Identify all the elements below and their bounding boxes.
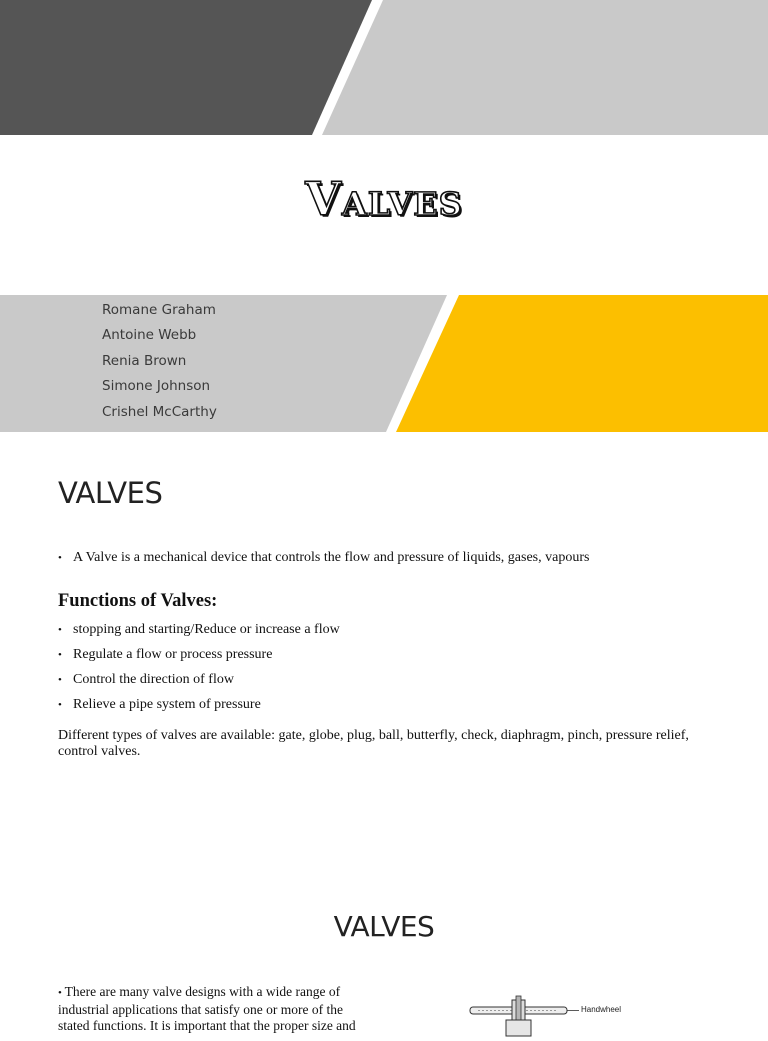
handwheel-label: Handwheel <box>581 1005 622 1014</box>
intro-bullet: • A Valve is a mechanical device that controls the flow and pressure of liquids, gases, vapours <box>58 549 753 567</box>
title-slide <box>0 0 768 432</box>
band-gray-shape <box>0 295 447 432</box>
banner-dark-shape <box>0 0 372 135</box>
top-banner <box>0 0 768 135</box>
banner-light-shape <box>322 0 768 135</box>
slide-heading: VALVES <box>58 476 163 510</box>
author-name: Simone Johnson <box>102 378 211 395</box>
functions-list <box>58 621 738 721</box>
definition-slide <box>0 432 768 864</box>
slide-title: Valves <box>305 172 463 226</box>
author-list <box>102 298 217 425</box>
slide-heading: VALVES <box>333 910 435 943</box>
valve-types-paragraph: Different types of valves are available: gate, globe, plug, ball, butterfly, check, diaphragm, pinch, pressure relief, control valves. <box>58 728 689 759</box>
list-item: • stopping and starting/Reduce or increase a flow <box>58 621 738 646</box>
author-name: Antoine Webb <box>102 327 197 344</box>
valve-design-slide <box>0 864 768 1033</box>
functions-heading: Functions of Valves: <box>58 591 218 611</box>
author-name: Renia Brown <box>102 352 187 369</box>
design-bullet: • There are many valve designs with a wide range of industrial applications that satisfy one or more of the stated functions. It is important that the proper size and <box>58 984 358 1035</box>
list-item: • Relieve a pipe system of pressure <box>58 696 738 721</box>
list-item: • Control the direction of flow <box>58 671 738 696</box>
list-item: • Regulate a flow or process pressure <box>58 646 738 671</box>
author-name: Crishel McCarthy <box>102 403 217 420</box>
author-name: Romane Graham <box>102 302 216 318</box>
gate-valve-diagram-icon <box>468 996 648 1036</box>
band-yellow-shape <box>396 295 768 432</box>
